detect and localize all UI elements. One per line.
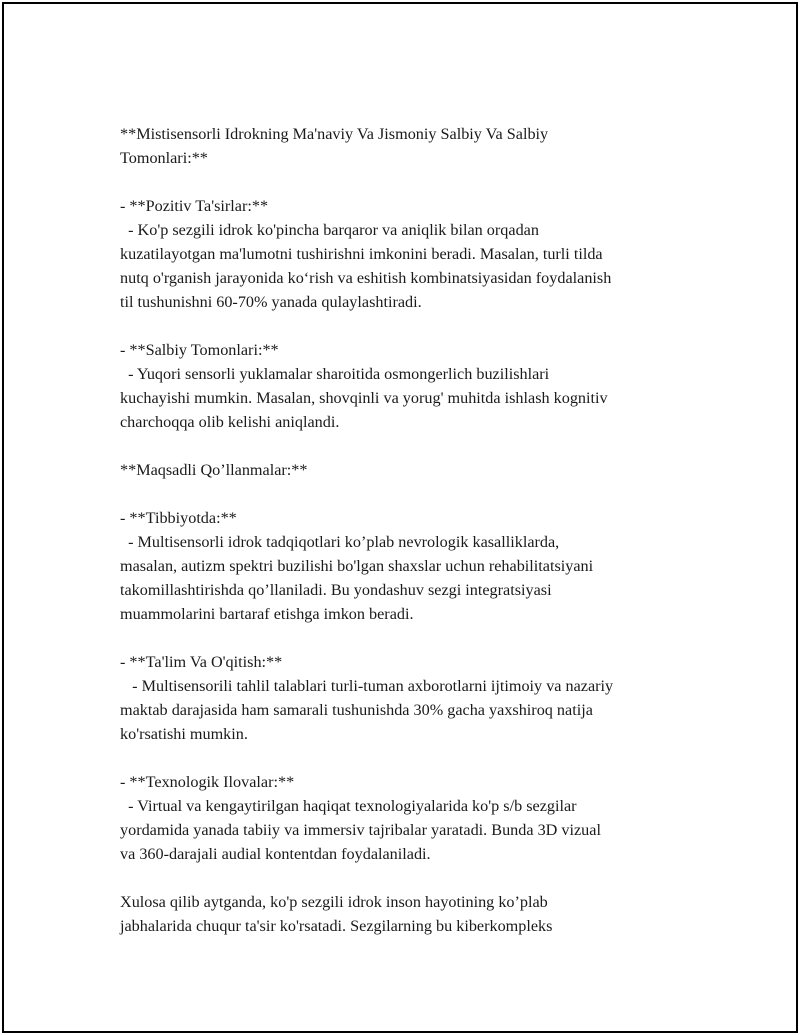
text-line: - Yuqori sensorli yuklamalar sharoitida osmongerlich buzilishlari [120, 365, 550, 383]
text-line: - Virtual va kengaytirilgan haqiqat texnologiyalarida ko'p s/b sezgilar [120, 797, 577, 815]
text-line: yordamida yanada tabiiy va immersiv tajribalar yaratadi. Bunda 3D vizual [120, 821, 601, 839]
blank-line [120, 434, 700, 458]
document-text [120, 122, 700, 938]
text-line: - **Tibbiyotda:** [120, 509, 237, 527]
text-line: maktab darajasida ham samarali tushunishda 30% gacha yaxshiroq natija [120, 701, 593, 719]
text-line: Tomonlari:** [120, 149, 208, 167]
text-line: **Maqsadli Qo’llanmalar:** [120, 461, 308, 479]
text-line: - **Pozitiv Ta'sirlar:** [120, 197, 269, 215]
text-line: kuzatilayotgan ma'lumotni tushirishni imkonini beradi. Masalan, turli tilda [120, 245, 603, 263]
text-line: - **Texnologik Ilovalar:** [120, 773, 295, 791]
blank-line [120, 746, 700, 770]
blank-line [120, 482, 700, 506]
text-line: - Multisensorli idrok tadqiqotlari ko’plab nevrologik kasalliklarda, [120, 533, 560, 551]
text-line: nutq o'rganish jarayonida ko‘rish va eshitish kombinatsiyasidan foydalanish [120, 269, 612, 287]
text-line: jabhalarida chuqur ta'sir ko'rsatadi. Sezgilarning bu kiberkompleks [120, 917, 553, 935]
page-frame [2, 2, 798, 1033]
text-line: Xulosa qilib aytganda, ko'p sezgili idrok inson hayotining ko’plab [120, 893, 548, 911]
text-line: **Mistisensorli Idrokning Ma'naviy Va Jismoniy Salbiy Va Salbiy [120, 125, 549, 143]
text-line: charchoqqa olib kelishi aniqlandi. [120, 413, 340, 431]
text-line: ko'rsatishi mumkin. [120, 725, 248, 743]
blank-line [120, 866, 700, 890]
text-line: muammolarini bartaraf etishga imkon beradi. [120, 605, 414, 623]
text-line: kuchayishi mumkin. Masalan, shovqinli va yorug' muhitda ishlash kognitiv [120, 389, 608, 407]
blank-line [120, 170, 700, 194]
blank-line [120, 314, 700, 338]
text-line: - Multisensorili tahlil talablari turli-tuman axborotlarni ijtimoiy va nazariy [120, 677, 614, 695]
text-line: - Ko'p sezgili idrok ko'pincha barqaror va aniqlik bilan orqadan [120, 221, 539, 239]
text-line: til tushunishni 60-70% yanada qulaylashtiradi. [120, 293, 422, 311]
blank-line [120, 626, 700, 650]
text-line: va 360-darajali audial kontentdan foydalaniladi. [120, 845, 431, 863]
text-line: - **Ta'lim Va O'qitish:** [120, 653, 283, 671]
text-line: - **Salbiy Tomonlari:** [120, 341, 279, 359]
text-line: takomillashtirishda qo’llaniladi. Bu yondashuv sezgi integratsiyasi [120, 581, 552, 599]
text-line: masalan, autizm spektri buzilishi bo'lgan shaxslar uchun rehabilitatsiyani [120, 557, 594, 575]
